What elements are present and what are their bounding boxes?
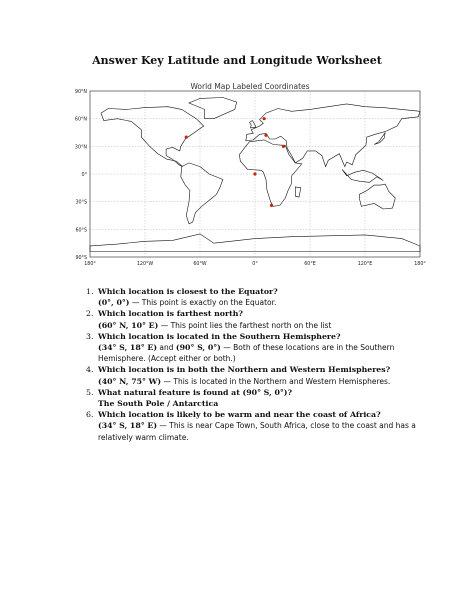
question-number: 1. <box>86 287 94 296</box>
location-marker <box>264 134 267 137</box>
answer-coordinate: (40° N, 75° W) <box>98 376 162 386</box>
question-item <box>86 308 436 330</box>
answer-explanation: — This point is exactly on the Equator. <box>129 298 277 308</box>
location-marker <box>282 145 285 148</box>
location-marker <box>185 136 188 139</box>
map-heading: World Map Labeled Coordinates <box>190 82 310 91</box>
page-title: Answer Key Latitude and Longitude Worksheet <box>92 54 382 67</box>
longitude-label: 60°W <box>193 262 207 267</box>
answer-text <box>98 398 436 409</box>
landmass-antarctica <box>90 234 420 252</box>
landmass-madagascar <box>295 187 301 197</box>
answer-coordinate: (34° S, 18° E) <box>98 343 158 353</box>
latitude-label: 60°N <box>74 117 87 123</box>
question-body <box>98 308 436 330</box>
latitude-label: 60°S <box>75 228 87 234</box>
latitude-label: 30°N <box>74 145 87 151</box>
location-marker <box>270 204 273 207</box>
landmass-north-america <box>101 107 204 167</box>
question-text: Which location is located in the Southern Hemisphere? <box>98 331 341 341</box>
question-body <box>98 331 436 365</box>
question-number: 4. <box>86 365 94 375</box>
question-item <box>86 331 436 365</box>
location-marker <box>263 117 266 120</box>
question-text: Which location is in both the Northern and Western Hemispheres? <box>98 365 391 375</box>
question-item <box>86 286 436 308</box>
answer-text <box>98 420 436 442</box>
question-body <box>98 387 436 409</box>
answer-coordinate: (60° N, 10° E) <box>98 320 159 330</box>
question-list <box>86 286 436 443</box>
map-axis-labels <box>75 89 426 267</box>
map-markers <box>185 117 285 207</box>
latitude-label: 0° <box>81 173 87 178</box>
latitude-label: 90°S <box>75 256 87 261</box>
answer-explanation: — This point lies the farthest north on the list <box>158 320 332 330</box>
question-item <box>86 364 436 386</box>
landmass-africa <box>239 140 301 206</box>
longitude-label: 60°E <box>304 262 316 267</box>
landmass-south-america <box>181 163 223 224</box>
question-text: Which location is farthest north? <box>98 309 243 319</box>
answer-text <box>98 320 436 331</box>
answer-connector: and <box>157 343 176 353</box>
location-marker <box>253 172 256 175</box>
world-map-svg <box>0 0 474 280</box>
answer-text <box>98 342 436 364</box>
answer-text <box>98 297 436 308</box>
longitude-label: 180° <box>84 262 96 267</box>
question-item <box>86 387 436 409</box>
latitude-label: 30°S <box>75 200 87 206</box>
question-text: What natural feature is found at (90° S, 0°)? <box>98 387 293 397</box>
question-text: Which location is closest to the Equator? <box>98 287 278 296</box>
question-body <box>98 286 436 308</box>
question-number: 5. <box>86 387 94 397</box>
question-text: Which location is likely to be warm and near the coast of Africa? <box>98 410 381 420</box>
answer-coordinate: (34° S, 18° E) <box>98 421 158 431</box>
world-map-figure <box>0 0 474 280</box>
question-item <box>86 409 436 443</box>
question-body <box>98 409 436 443</box>
landmass-indonesia <box>342 169 383 182</box>
question-number: 3. <box>86 331 94 341</box>
answer-coordinate: (90° S, 0°) <box>175 343 221 353</box>
answer-explanation: — Both of these locations are in the Southern Hemisphere. (Accept either or both.) <box>98 343 395 364</box>
answer-text <box>98 376 436 387</box>
landmass-greenland <box>189 98 237 119</box>
answer-explanation: — This is located in the Northern and Western Hemispheres. <box>161 376 391 386</box>
question-number: 2. <box>86 309 94 319</box>
question-body <box>98 364 436 386</box>
latitude-label: 90°N <box>74 90 87 95</box>
longitude-label: 120°E <box>357 262 373 267</box>
longitude-label: 0° <box>252 262 258 267</box>
question-number: 6. <box>86 410 94 420</box>
longitude-label: 180° <box>414 262 426 267</box>
answer-coordinate: The South Pole / Antarctica <box>98 399 219 409</box>
answer-coordinate: (0°, 0°) <box>98 298 130 308</box>
landmass-eurasia <box>246 104 420 167</box>
answer-explanation: — This is near Cape Town, South Africa, close to the coast and has a relatively warm climate. <box>98 421 416 442</box>
longitude-label: 120°W <box>136 262 154 267</box>
